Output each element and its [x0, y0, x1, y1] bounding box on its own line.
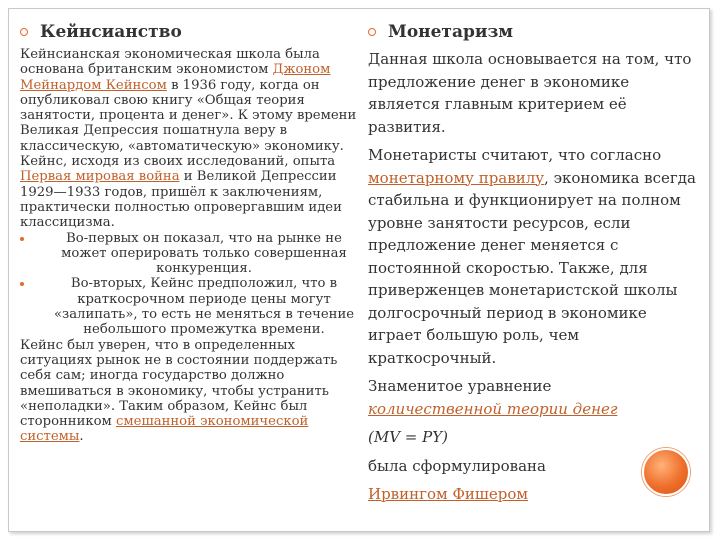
item-text: Во-первых он показал, что на рынке не может оперировать только совершенная конкуренция.	[61, 230, 347, 277]
p2-text-b: , экономика всегда стабильна и функционирует на полном уровне занятости ресурсов, если предложение денег меняется с постоянной скоростью. Также, для приверженцев монетаристской школы долгосрочный период в экономике играет большую роль, чем краткосрочный.	[368, 168, 696, 367]
left-intro	[20, 47, 364, 231]
intro-text-3: и Великой Депрессии 1929—1933 годов, пришёл к заключениям, практически полностью опровергавшим идеи классицизма.	[20, 169, 342, 231]
list-item	[20, 231, 364, 277]
link-ww1[interactable]: Первая мировая война	[20, 169, 180, 185]
link-quantity-theory[interactable]: количественной теории денег	[368, 399, 618, 418]
right-p1: Данная школа основывается на том, что предложение денег в экономике является главным критерием её развития.	[368, 50, 692, 136]
right-p2	[368, 144, 704, 369]
decorative-orb	[642, 448, 690, 496]
left-heading	[20, 22, 182, 42]
intro-text-2: в 1936 году, когда он опубликовал свою книгу «Общая теория занятости, процента и денег». К этому времени Великая Депрессия пошатнула веру в классическую, «автоматическую» экономику. Кейнс, исходя из своих исследований, опыта	[20, 77, 357, 170]
left-outro	[20, 338, 364, 445]
link-keynes[interactable]: Джоном Мейнардом Кейнсом	[20, 62, 331, 93]
outro-text-2: .	[79, 429, 84, 445]
right-heading	[368, 22, 513, 42]
list-item	[20, 276, 364, 337]
dot-bullet-icon	[20, 237, 24, 241]
dot-bullet-icon	[20, 282, 24, 286]
left-body	[20, 47, 364, 445]
link-fisher[interactable]: Ирвингом Фишером	[368, 485, 529, 503]
formula: (MV = PY)	[368, 428, 448, 446]
link-monetary-rule[interactable]: монетарному правилу	[368, 168, 545, 187]
right-p4: была сформулирована	[368, 456, 546, 475]
right-p3: Знаменитое уравнение	[368, 377, 552, 395]
item-text: Во-вторых, Кейнс предположил, что в краткосрочном периоде цены могут «залипать», то есть не меняться в течение небольшого промежутка времени.	[53, 276, 355, 338]
link-mixed-economy[interactable]: смешанной экономической системы	[20, 414, 309, 445]
circle-bullet-icon	[368, 28, 376, 36]
circle-bullet-icon	[20, 28, 28, 36]
left-heading-text: Кейнсианство	[40, 22, 182, 42]
outro-text-1: Кейнс был уверен, что в определенных ситуациях рынок не в состоянии поддержать себя сам; иногда государство должно вмешиваться в экономику, чтобы устранить «неполадки». Таким образом, Кейнс был сторонником	[20, 337, 338, 430]
p2-text-a: Монетаристы считают, что согласно	[368, 146, 662, 164]
intro-text-1: Кейнсианская экономическая школа была основана британским экономистом	[20, 47, 320, 78]
right-body	[368, 48, 704, 512]
right-heading-text: Монетаризм	[388, 22, 514, 42]
right-theory-line	[368, 398, 704, 421]
